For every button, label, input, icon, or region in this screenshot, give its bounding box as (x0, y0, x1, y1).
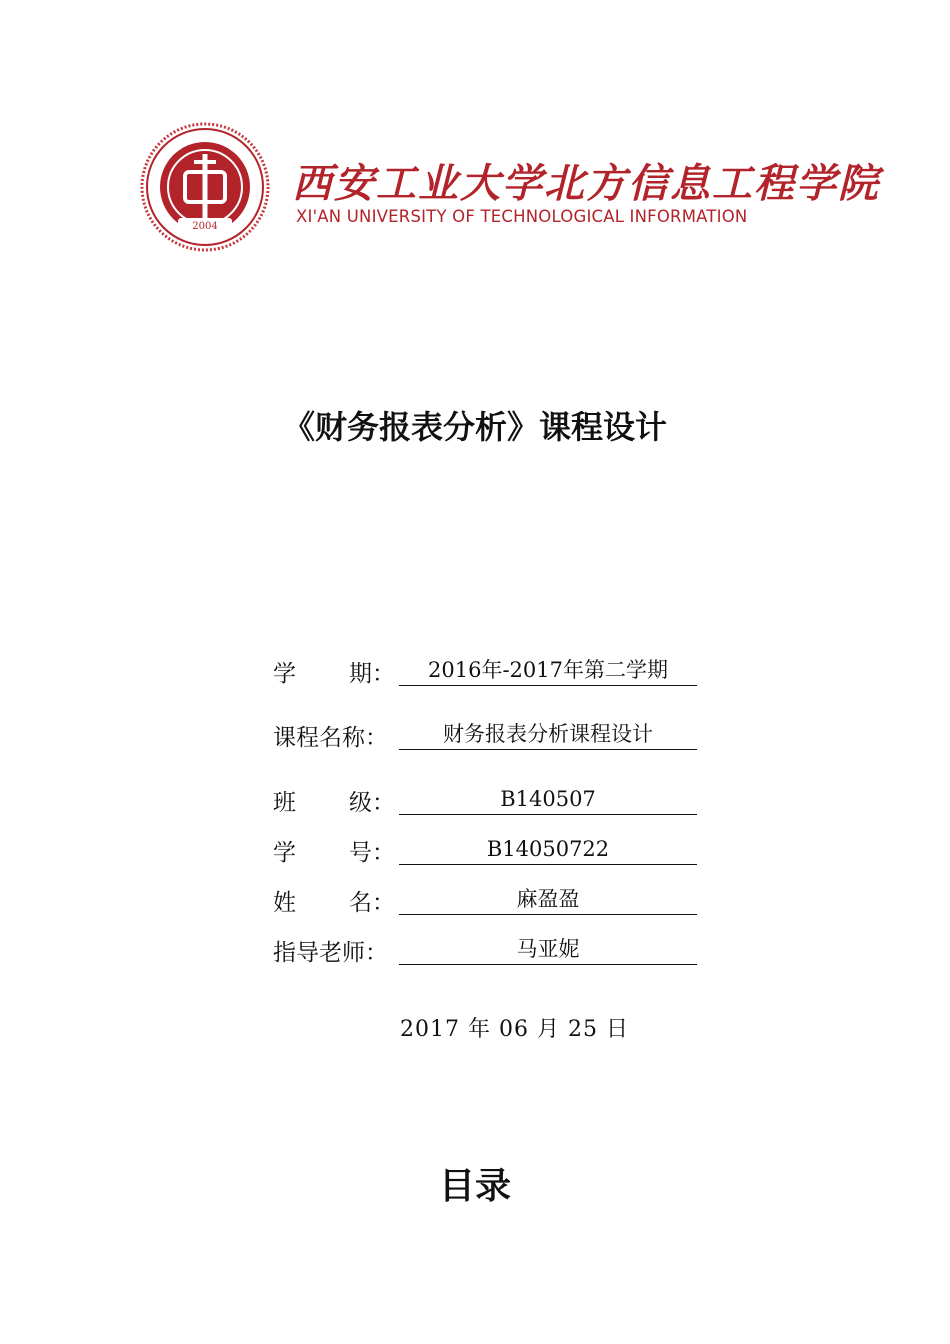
emblem-year: 2004 (192, 221, 218, 232)
name-value: 麻盈盈 (399, 884, 697, 915)
class-value: B140507 (399, 784, 697, 815)
semester-value: 2016年-2017年第二学期 (399, 655, 697, 686)
table-of-contents-heading: 目录 (438, 1166, 511, 1207)
advisor-label: 指导老师： (273, 940, 388, 966)
course-value: 财务报表分析课程设计 (399, 719, 697, 750)
school-emblem-icon (140, 122, 270, 252)
student-id-value: B14050722 (399, 834, 697, 865)
course-label: 课程名称： (273, 725, 388, 751)
school-name-en: XI'AN UNIVERSITY OF TECHNOLOGICAL INFORMATION (296, 207, 748, 226)
school-header (140, 122, 880, 252)
advisor-value: 马亚妮 (399, 934, 697, 965)
school-name-cn: 西安工业大学北方信息工程学院 (292, 160, 880, 207)
document-title: 《财务报表分析》课程设计 (282, 408, 667, 446)
submission-date: 2017 年 06 月 25 日 (400, 1017, 629, 1042)
